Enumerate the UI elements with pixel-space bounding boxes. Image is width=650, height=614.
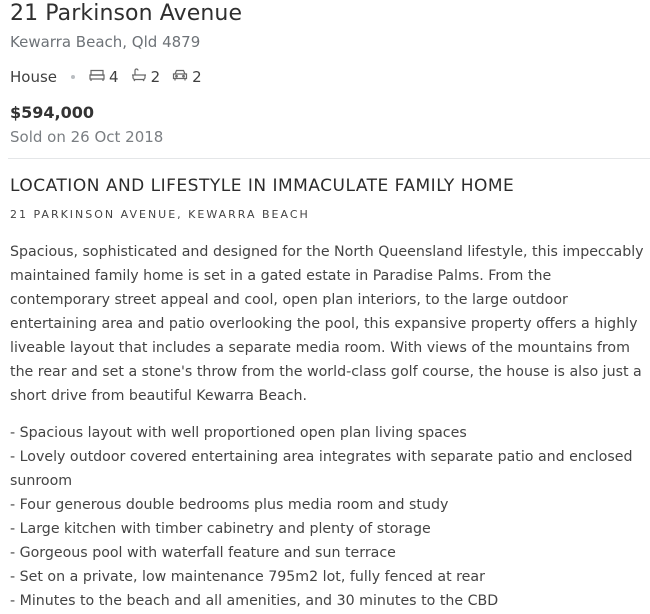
bathrooms-feature [131,68,161,86]
list-item: - Minutes to the beach and all amenities, and 30 minutes to the CBD [10,593,499,609]
list-item: - Set on a private, low maintenance 795m2 lot, fully fenced at rear [10,569,485,585]
property-features-row [10,68,214,86]
address-title: 21 Parkinson Avenue [10,1,243,26]
list-item: - Spacious layout with well proportioned open plan living spaces [10,425,467,441]
list-item: - Gorgeous pool with waterfall feature and sun terrace [10,545,396,561]
car-icon [172,68,192,86]
listing-description: Spacious, sophisticated and designed for the North Queensland lifestyle, this impeccably maintained family home is set in a gated estate in Paradise Palms. From the contemporary street appeal and cool, open plan interiors, to the large outdoor entertaining area and patio overlooking the pool, this expansive property offers a highly liveable layout that includes a separate media room. With views of the mountains from the rear and set a stone's throw from the world-class golf course, the house is also just a short drive from beautiful Kewarra Beach. [10,244,644,404]
list-item: - Lovely outdoor covered entertaining area integrates with separate patio and enclosed sunroom [10,449,633,489]
bath-icon [131,68,151,86]
car-spaces-count: 2 [192,68,202,86]
bedrooms-feature [89,68,119,86]
sold-price: $594,000 [10,103,95,122]
separator-dot [71,75,75,79]
sold-date: Sold on 26 Oct 2018 [10,128,164,146]
bathrooms-count: 2 [150,68,161,86]
suburb-line: Kewarra Beach, Qld 4879 [10,33,201,51]
property-type: House [10,68,58,86]
car-spaces-feature [172,68,202,86]
features-list [10,421,648,613]
listing-headline: LOCATION AND LIFESTYLE IN IMMACULATE FAMILY HOME [10,176,515,196]
list-item: - Large kitchen with timber cabinetry and plenty of storage [10,521,431,537]
list-item: - Four generous double bedrooms plus media room and study [10,497,449,513]
bedrooms-count: 4 [109,68,119,86]
listing-sub-address: 21 PARKINSON AVENUE, KEWARRA BEACH [10,208,310,221]
bed-icon [89,68,109,86]
section-divider [8,158,650,159]
